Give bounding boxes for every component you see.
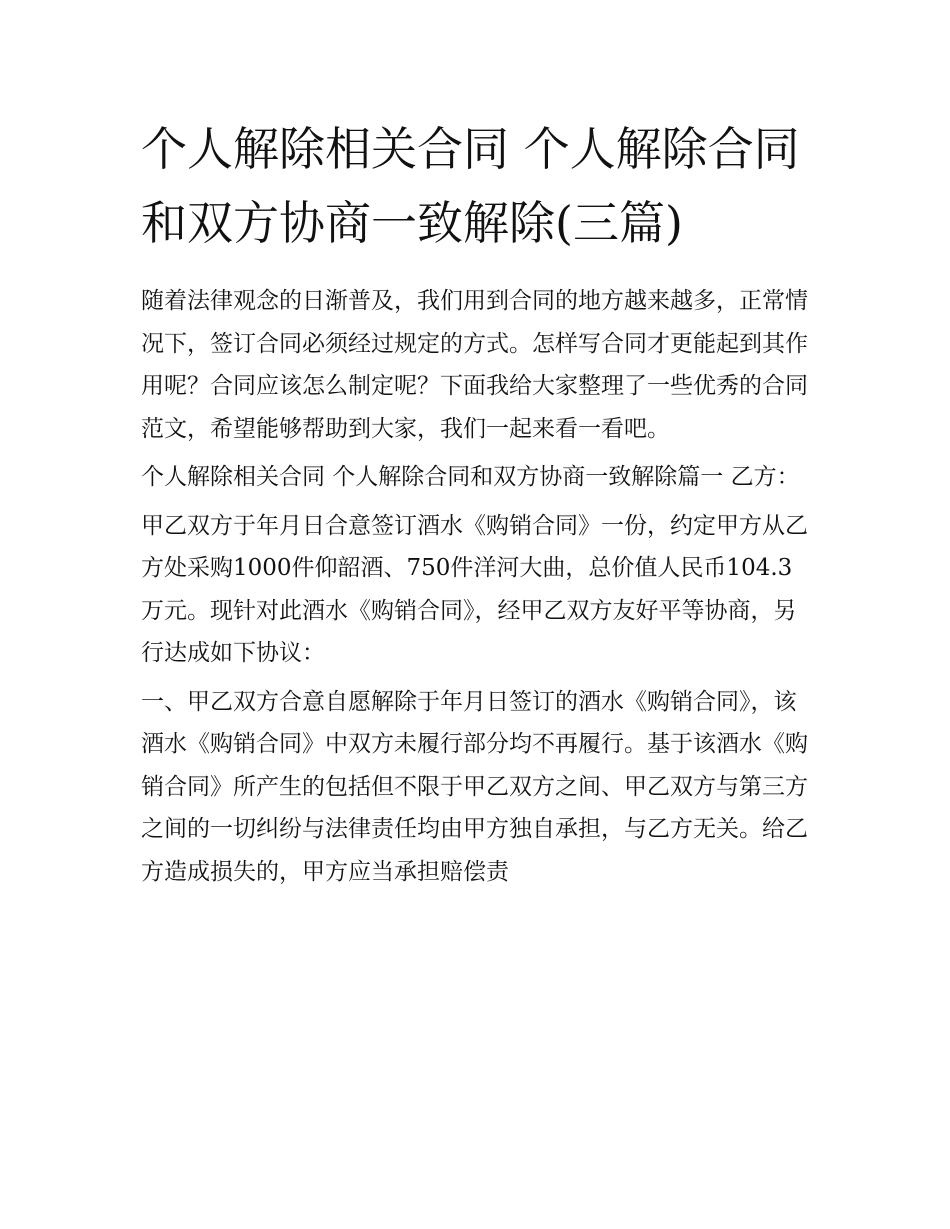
paragraph-section-heading: 个人解除相关合同 个人解除合同和双方协商一致解除篇一 乙方： (141, 464, 800, 490)
document-body (141, 112, 813, 893)
document-title: 个人解除相关合同 个人解除合同和双方协商一致解除(三篇) (141, 122, 800, 250)
paragraph-intro: 随着法律观念的日渐普及，我们用到合同的地方越来越多，正常情况下，签订合同必须经过规定的方式。怎样写合同才更能起到其作用呢？合同应该怎么制定呢？下面我给大家整理了一些优秀的合同范文，希望能够帮助到大家，我们一起来看一看吧。 (141, 288, 808, 442)
paragraph-clause-one: 一、甲乙双方合意自愿解除于年月日签订的酒水《购销合同》，该酒水《购销合同》中双方未履行部分均不再履行。基于该酒水《购销合同》所产生的包括但不限于甲乙双方之间、甲乙双方与第三方之间的一切纠纷与法律责任均由甲方独自承担，与乙方无关。给乙方造成损失的，甲方应当承担赔偿责 (141, 688, 808, 885)
paragraph-contract-background: 甲乙双方于年月日合意签订酒水《购销合同》一份，约定甲方从乙方处采购1000件仰韶酒、750件洋河大曲，总价值人民币104.3万元。现针对此酒水《购销合同》，经甲乙双方友好平等协商，另行达成如下协议： (141, 512, 808, 666)
